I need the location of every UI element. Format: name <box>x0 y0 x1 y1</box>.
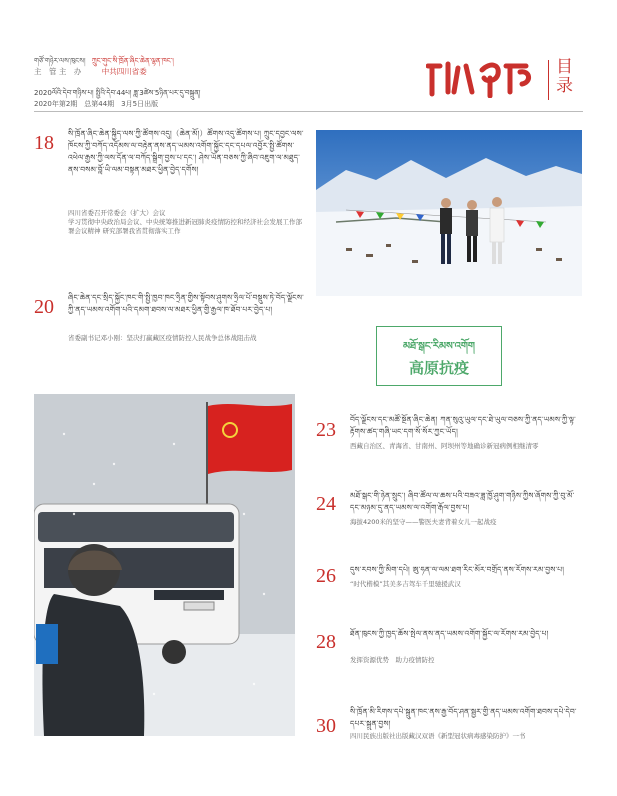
article-subtitle: 海拔4200米的坚守——警医夫妻背着女儿一起战疫 <box>350 518 497 526</box>
toc-title-text: 目录 <box>556 57 573 96</box>
feature-title-tib: མཐོ་སྒང་རིམས་འགོག <box>403 341 475 352</box>
article-subtitle: 四川民族出版社出版藏汉双语《新型冠状病毒感染防护》一书 <box>350 732 526 740</box>
article-page-number: 20 <box>34 296 54 318</box>
sponsor-label: 主 管 主 办 <box>34 67 82 76</box>
article-title-tib: སི་ཁྲོན་ཞིང་ཆེན་སྐྱིད་ལས་ཀྱི་ཚོགས་འདུ།（ཆེན་མོ།）ཚོགས་འདུ་ཚོགས་པ། ཀྲུང་དབྱང་ལས་ཁོངས་ཀྱི་བཀོད་འདོམས་ལ་བརྟེན་ནས་ནད་ཡམས་འགོག་སྐྱོང་དང་དཔལ་འབྱོར་སྤྱི་ཚོགས་འཕེལ་རྒྱས་ཀྱི་ལས་དོན་ལ་བཀོད་སྒྲིག་བྱས་པ་དང་། ཤེས་ཡོན་བཅས་ཀྱི་ཞིབ་འཇུག་ལ་མཐུད་ནས་བསམ་བློ་ཡི་ལམ་བསྟན་མཐར་ཕྱིན་བྱེད་དགོས། <box>68 129 304 174</box>
article-subtitle: “时代楷模”其美多吉驾车千里驰援武汉 <box>350 580 461 588</box>
sponsor-name: 中共四川省委 <box>101 67 147 76</box>
article-subtitle: 西藏自治区、青海省、甘南州、阿坝州等地确诊新冠病例相继清零 <box>350 442 539 450</box>
article-title-tib: ཐོན་ཁུངས་ཀྱི་ཁྱད་ཆོས་སྤེལ་ནས་ནད་ཡམས་འགོག་སྐྱོང་ལ་རོགས་རམ་བྱེད་པ། <box>350 629 549 638</box>
article-subtitle: 发挥资源优势 助力疫情防控 <box>350 656 435 664</box>
article-page-number: 23 <box>316 419 336 441</box>
header-divider <box>548 60 549 100</box>
article-page-number: 28 <box>316 631 336 653</box>
sponsor-label-tib: གཙོ་གཉེར་ལས་ཁུངས། <box>34 57 86 65</box>
article-title-tib: དུས་རབས་ཀྱི་མིག་དཔེ། ཨུ་ཧན་ལ་ལམ་ཐག་རིང་མོར་བགྲོད་ནས་རོགས་རམ་བྱས་པ། <box>350 565 565 574</box>
snow-field-photo <box>316 130 582 296</box>
feature-title-cn: 高原抗疫 <box>408 359 469 377</box>
article-subtitle: 学习贯彻中央政治局会议、中央统筹推进新冠肺炎疫情防控和经济社会发展工作部署会议精神 研究部署我省贯彻落实工作 <box>68 218 302 235</box>
issue-info-tib: 2020ལོའི་དེབ་གཉིས་པ། སྤྱིའི་དེབ་44པ། ཟླ་3ཚེས་5ཉིན་པར་དུ་བསྐྲུན། <box>34 89 201 97</box>
snow-bus-photo <box>34 394 295 736</box>
article-page-number: 26 <box>316 565 336 587</box>
article-page-number: 18 <box>34 132 54 154</box>
issue-info-cn: 2020年第2期 总第44期 3月5日出版 <box>34 100 159 108</box>
masthead-sponsor-cn <box>34 66 147 77</box>
header-rule <box>34 111 583 112</box>
article-page-number: 24 <box>316 493 336 515</box>
sponsor-name-tib: ཀྲུང་གུང་སི་ཁྲོན་ཞིང་ཆེན་ལྷན་ཁང་། <box>91 57 174 65</box>
article-subtitle: 四川省委召开常委会（扩大）会议 <box>68 209 166 217</box>
magazine-logo <box>426 52 542 98</box>
article-title-tib: ཞིང་ཆེན་དང་སྲིད་སྐྱོང་ཁང་གི་སྤྱི་ཁྱབ་ཁང་ཧྲིན་གྱིས་སྟོབས་ཤུགས་ཧྲིལ་པོ་བསྡུས་ཏེ་བོད་ལྗོངས་ཀྱི་ནད་ཡམས་འགོག་པའི་དམག་ཐབས་ལ་མཐར་ཕྱིན་གྱི་རྒྱལ་ཁ་ཐོབ་པར་བྱེད་པ། <box>68 293 304 314</box>
article-title-tib: བོད་ལྗོངས་དང་མཚོ་སྔོན་ཞིང་ཆེན། ཀན་སུའུ་ཡུལ་དང་ཐེ་ཡུལ་བཅས་ཀྱི་ནད་ཡམས་ཀྱི་ལྟ་རྟོགས་ཚད་གཞི་ཡང་དག་སོ་སོར་ཀྱང་ཡོད། <box>350 415 576 436</box>
article-page-number: 30 <box>316 715 336 737</box>
article-subtitle: 省委副书记邓小刚：坚决打赢藏区疫情防控人民战争总体战阻击战 <box>68 334 257 342</box>
feature-box <box>376 326 502 386</box>
article-title-tib: མཐོ་སྒང་གི་ཉེན་སྲུང་། ཞིབ་ཚོལ་ལ་ཆས་པའི་བཟའ་ཟླ་ཁྱོ་ཤུག་གཉིས་ཀྱིས་ཞོགས་ཀྱི་བུ་མོ་དང་མཉམ་དུ་ནད་ཡམས་ལ་འགོག་རྒོལ་བྱས་པ། <box>350 491 575 512</box>
article-title-tib: སི་ཁྲོན་མི་རིགས་དཔེ་སྐྲུན་ཁང་ནས་རྒྱ་བོད་ཤན་སྦྱར་གྱི་ནད་ཡམས་འགོག་ཐབས་དཔེ་དེབ་དཔར་སྐྲུན་བྱས། <box>350 707 577 728</box>
toc-title <box>556 58 576 96</box>
